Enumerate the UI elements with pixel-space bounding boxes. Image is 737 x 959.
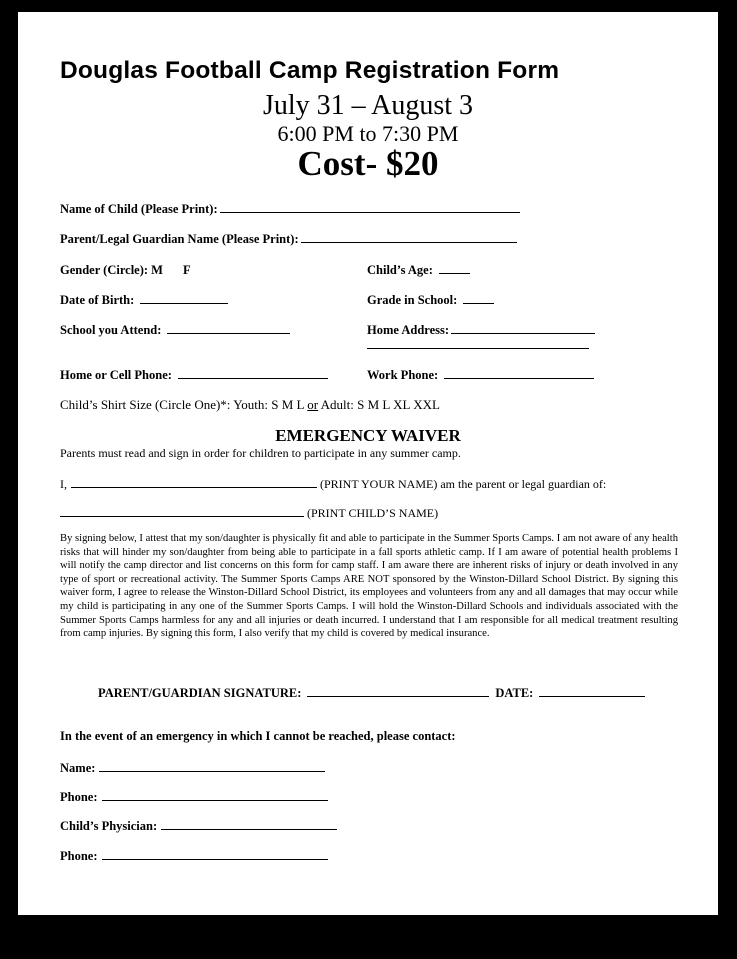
contact-phone-label: Phone: <box>60 790 98 804</box>
child-age-field[interactable] <box>439 261 470 274</box>
physician-phone-label: Phone: <box>60 849 98 863</box>
parent-name-field[interactable] <box>71 475 317 488</box>
child-print-row <box>60 504 438 521</box>
home-phone-field[interactable] <box>178 366 328 379</box>
gender-option-f[interactable]: F <box>182 263 191 277</box>
grade-row <box>367 291 494 309</box>
dob-row <box>60 291 228 309</box>
grade-label: Grade in School: <box>367 293 458 307</box>
grade-field[interactable] <box>463 291 494 304</box>
signature-label: PARENT/GUARDIAN SIGNATURE: <box>98 686 302 700</box>
home-phone-label: Home or Cell Phone: <box>60 368 172 382</box>
physician-label: Child’s Physician: <box>60 819 158 833</box>
waiver-title: EMERGENCY WAIVER <box>275 426 461 445</box>
waiver-intro: Parents must read and sign in order for children to participate in any summer camp. <box>60 446 461 460</box>
waiver-body: By signing below, I attest that my son/daughter is physically fit and able to participate in the Summer Sports Camps. I am not aware of any health risks that will hinder my son/daughter from being able to participate in a fall sports athletic camp. If I am aware of potential health problems I will notify the camp director and list concerns on this form for camp staff. I am aware there are inherent risks of injury or death involved in any type of sport or recreational activity. The Summer Sports Camps ARE NOT sponsored by the Winston-Dillard School District. By signing this waiver form, I agree to release the Winston-Dillard School District, its employees and volunteers from any and all damages that may occur while my child is participating in any one of the Summer Sports Camps. I will hold the Winston-Dillard Schools and individuals associated with the Summer Sports Camps harmless for any and all injuries or death incurred. I understand that I am responsible for all medical treatment resulting from camp injuries. By signing this form, I also verify that my child is covered by medical insurance. <box>60 533 678 640</box>
signature-row <box>98 684 645 702</box>
gender-label[interactable]: Gender (Circle): M <box>60 263 163 277</box>
contact-name-row <box>60 759 325 777</box>
work-phone-label: Work Phone: <box>367 368 439 382</box>
work-phone-field[interactable] <box>444 366 594 379</box>
contact-phone-field[interactable] <box>102 788 328 801</box>
child-print-name-field[interactable] <box>60 504 304 517</box>
work-phone-row <box>367 366 594 384</box>
home-address-field-2[interactable] <box>367 336 589 349</box>
parent-name-row <box>60 475 606 492</box>
date-label: DATE: <box>495 686 534 700</box>
child-name-label: Name of Child (Please Print): <box>60 202 218 216</box>
guardian-name-label: Parent/Legal Guardian Name (Please Print): <box>60 232 299 246</box>
child-name-field[interactable] <box>220 200 520 213</box>
shirt-size-row[interactable] <box>60 397 440 413</box>
shirt-size-suffix: Adult: S M L XL XXL <box>318 397 440 412</box>
camp-times: 6:00 PM to 7:30 PM <box>277 121 459 146</box>
signature-field[interactable] <box>307 684 489 697</box>
physician-phone-field[interactable] <box>102 847 328 860</box>
i-prefix: I, <box>60 477 67 491</box>
shirt-size-prefix: Child’s Shirt Size (Circle One)*: Youth: S M L <box>60 397 308 412</box>
home-address-label: Home Address: <box>367 323 450 337</box>
print-your-name-label: (PRINT YOUR NAME) am the parent or legal guardian of: <box>320 477 607 491</box>
child-age-row <box>367 261 470 279</box>
form-title: Douglas Football Camp Registration Form <box>60 57 560 84</box>
contact-name-label: Name: <box>60 761 96 775</box>
dob-label: Date of Birth: <box>60 293 135 307</box>
guardian-name-row <box>60 230 517 248</box>
gender-row <box>60 261 191 279</box>
camp-cost: Cost- $20 <box>297 144 439 183</box>
date-field[interactable] <box>539 684 645 697</box>
print-child-name-label: (PRINT CHILD’S NAME) <box>307 506 439 520</box>
shirt-size-or: or <box>307 397 319 412</box>
dob-field[interactable] <box>140 291 228 304</box>
physician-row <box>60 817 337 835</box>
contact-name-field[interactable] <box>99 759 325 772</box>
home-address-field-1[interactable] <box>451 321 595 334</box>
emergency-intro: In the event of an emergency in which I cannot be reached, please contact: <box>60 729 456 743</box>
school-row <box>60 321 290 339</box>
physician-field[interactable] <box>161 817 337 830</box>
child-name-row <box>60 200 520 218</box>
child-age-label: Child’s Age: <box>367 263 433 277</box>
physician-phone-row <box>60 847 328 865</box>
school-label: School you Attend: <box>60 323 162 337</box>
guardian-name-field[interactable] <box>301 230 517 243</box>
registration-form-page <box>18 12 718 915</box>
camp-dates: July 31 – August 3 <box>262 90 474 121</box>
home-phone-row <box>60 366 328 384</box>
contact-phone-row <box>60 788 328 806</box>
school-field[interactable] <box>167 321 290 334</box>
